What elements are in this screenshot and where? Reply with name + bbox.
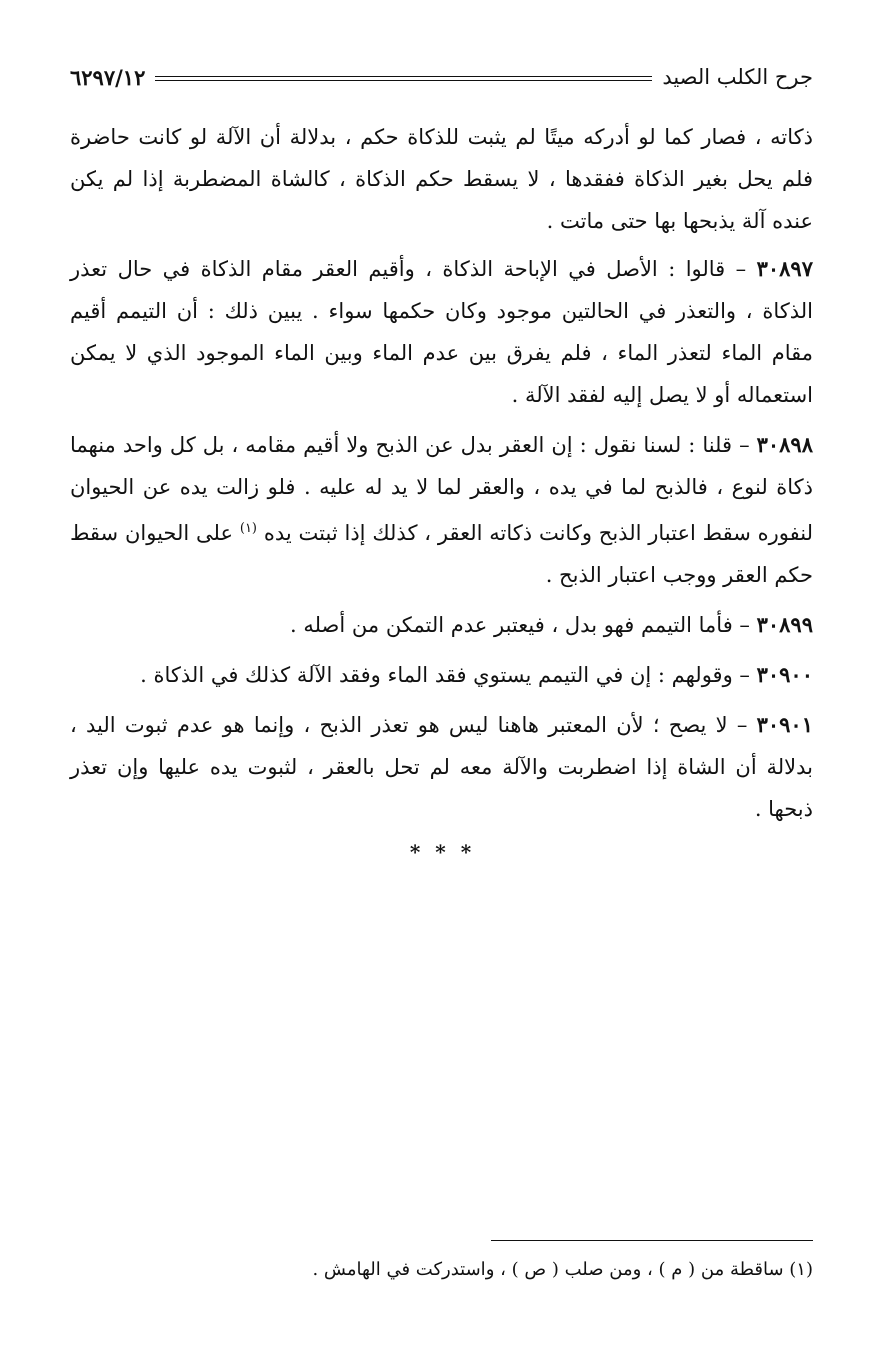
header-double-rule — [155, 76, 652, 81]
paragraph-text: – لا يصح ؛ لأن المعتبر هاهنا ليس هو تعذر الذبح ، وإنما هو عدم ثبوت اليد ، بدلالة أن الشاة إذا اضطربت والآلة معه لم تحل بالعقر ، لثبوت يده عليها وإن تعذر ذبحها . — [70, 713, 813, 821]
paragraph-text: – فأما التيمم فهو بدل ، فيعتبر عدم التمكن من أصله . — [290, 613, 757, 637]
paragraph-text: – قالوا : الأصل في الإباحة الذكاة ، وأقيم العقر مقام الذكاة في حال تعذر الذكاة ، والتعذر في الحالتين موجود وكان حكمها سواء . يبين ذلك : أن التيمم أقيم مقام الماء لتعذر الماء ، فلم يفرق بين عدم الماء وبين الماء الموجود الذي لا يمكن استعماله أو لا يصل إليه لفقد الآلة . — [70, 257, 813, 407]
main-text — [70, 116, 813, 838]
page-folio: ٦٢٩٧/١٢ — [70, 64, 146, 90]
paragraph-number: ٣٠٨٩٨ — [756, 432, 813, 457]
paragraph-text-continued: على الحيوان سقط حكم العقر ووجب اعتبار الذبح . — [70, 521, 813, 587]
paragraph-number: ٣٠٨٩٧ — [756, 256, 813, 281]
footnote: (١) ساقطة من ( م ) ، ومن صلب ( ص ) ، واستدركت في الهامش . — [312, 1259, 813, 1280]
paragraph-text: – قلنا : لسنا نقول : إن العقر بدل عن الذبح ولا أقيم مقامه ، بل كل واحد منهما ذكاة لنوع ، فالذبح لما في يده ، والعقر لما لا يد له عليه . فلو زالت يده عن الحيوان لنفوره سقط اعتبار الذبح وكانت ذكاته العقر ، كذلك إذا ثبتت يده — [70, 433, 813, 545]
paragraph-number: ٣٠٩٠٠ — [756, 662, 813, 687]
running-header — [70, 62, 813, 92]
section-separator: * * * — [409, 840, 476, 864]
paragraph-number: ٣٠٩٠١ — [756, 712, 813, 737]
running-title: جرح الكلب الصيد — [662, 65, 813, 89]
paragraph-text: ذكاته ، فصار كما لو أدركه ميتًا لم يثبت للذكاة حكم ، بدلالة أن الآلة لو كانت حاضرة فلم يحل بغير الذكاة ففقدها ، لا يسقط حكم الذكاة ، كالشاة المضطربة إذا لم يكن عنده آلة يذبحها بها حتى ماتت . — [70, 125, 813, 233]
paragraph-continuation — [70, 116, 813, 242]
paragraph-30901 — [70, 704, 813, 830]
paragraph-30897 — [70, 248, 813, 416]
footnote-rule — [491, 1240, 813, 1241]
paragraph-30900 — [70, 654, 813, 696]
paragraph-text: – وقولهم : إن في التيمم يستوي فقد الماء وفقد الآلة كذلك في الذكاة . — [140, 663, 757, 687]
paragraph-30898 — [70, 424, 813, 596]
paragraph-30899 — [70, 604, 813, 646]
footnote-reference: (١) — [239, 521, 257, 536]
paragraph-number: ٣٠٨٩٩ — [756, 612, 813, 637]
